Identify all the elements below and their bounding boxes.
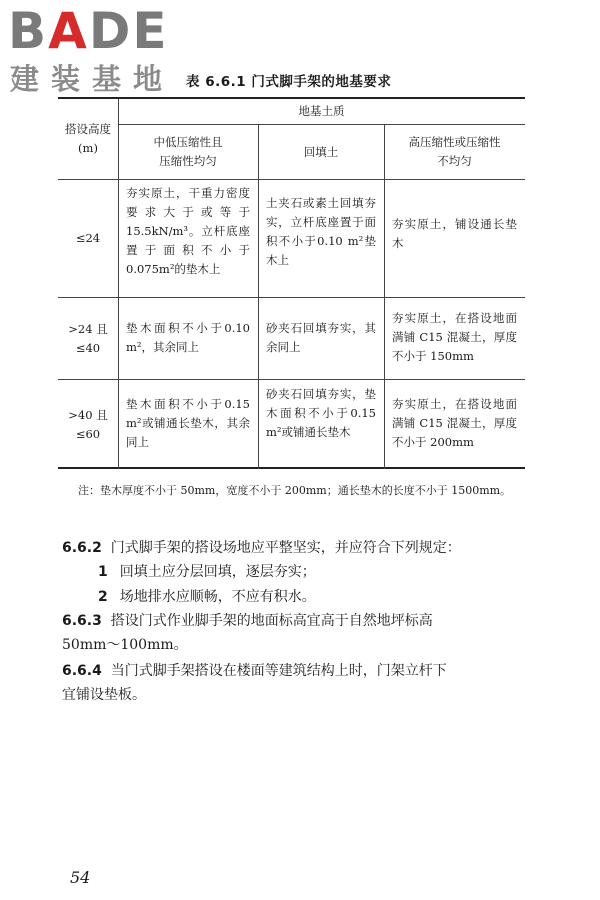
table-title: 表 6.6.1 门式脚手架的地基要求	[186, 74, 392, 90]
table-cell: 夯实原土，干重力密度要求大于或等于15.5kN/m³。立杆底座置于面积不小于0.075m²的垫木上	[126, 186, 250, 276]
list-item	[98, 560, 316, 584]
header-col-backfill: 回填土	[303, 144, 339, 159]
brand-logo	[8, 2, 183, 102]
logo-letters-de: DE	[88, 2, 169, 60]
header-height	[58, 99, 118, 179]
clause-text: 搭设门式作业脚手架的地面标高宜高于自然地坪标高	[110, 613, 433, 629]
header-col-text: 压缩性均匀	[159, 154, 217, 168]
table-row	[384, 380, 525, 469]
logo-letter-a: A	[48, 2, 89, 60]
header-col-text: 中低压缩性且	[153, 135, 223, 149]
item-number: 1	[98, 564, 108, 580]
table-row	[258, 380, 384, 469]
row-height	[58, 380, 118, 469]
list-item	[98, 585, 316, 609]
row-height-line: ≤40	[75, 340, 101, 355]
clause-number: 6.6.2	[62, 540, 102, 556]
page-number: 54	[70, 868, 91, 887]
header-col-text: 不均匀	[437, 154, 472, 168]
table-cell: 砂夹石回填夯实，垫木面积不小于0.15 m²或铺通长垫木	[266, 387, 376, 439]
row-height-line: ≤60	[75, 426, 101, 441]
row-height: ≤24	[75, 231, 101, 245]
table-cell: 土夹石或素土回填夯实，立杆底座置于面积不小于0.10 m²垫木上	[266, 196, 376, 267]
item-text: 场地排水应顺畅，不应有积水。	[119, 589, 316, 605]
table-cell: 夯实原土，铺设通长垫木	[392, 217, 517, 250]
row-height-line: >24 且	[68, 321, 108, 336]
header-soil: 地基土质	[298, 104, 345, 118]
table-cell: 夯实原土，在搭设地面满铺 C15 混凝土，厚度不小于 200mm	[392, 397, 517, 449]
header-height-label: 搭设高度	[65, 122, 111, 136]
table-row	[118, 380, 258, 469]
table-cell: 砂夹石回填夯实，其余同上	[266, 321, 376, 354]
row-height-line: >40 且	[68, 407, 108, 422]
clause-6-6-4-cont: 宜铺设垫板。	[62, 687, 146, 703]
table-row	[258, 298, 384, 379]
clause-6-6-3-cont: 50mm～100mm。	[62, 637, 188, 653]
clause-number: 6.6.4	[62, 663, 102, 679]
table-row	[384, 298, 525, 379]
clause-6-6-4	[62, 659, 447, 683]
table-cell: 垫木面积不小于0.10 m²，其余同上	[126, 321, 250, 354]
header-col-text: 高压缩性或压缩性	[408, 135, 501, 149]
table-row	[118, 298, 258, 379]
header-col-high-compress	[384, 125, 525, 179]
table-note: 注：垫木厚度不小于 50mm，宽度不小于 200mm；通长垫木的长度不小于 1500mm。	[78, 484, 512, 497]
clause-6-6-3	[62, 609, 433, 633]
clause-number: 6.6.3	[62, 613, 102, 629]
clause-text: 门式脚手架的搭设场地应平整坚实，并应符合下列规定：	[110, 540, 461, 556]
table-cell: 垫木面积不小于0.15 m²或铺通长垫木，其余同上	[126, 397, 250, 449]
item-text: 回填土应分层回填，逐层夯实；	[119, 564, 316, 580]
header-height-unit: (m)	[78, 141, 98, 155]
table-cell: 夯实原土，在搭设地面满铺 C15 混凝土，厚度不小于 150mm	[392, 311, 517, 363]
clause-6-6-2	[62, 536, 461, 560]
table-row	[384, 180, 525, 297]
foundation-table	[58, 97, 525, 469]
row-height	[58, 298, 118, 379]
table-row	[258, 180, 384, 297]
logo-chinese-name: 建装基地	[10, 62, 175, 96]
item-number: 2	[98, 589, 108, 605]
clause-text: 当门式脚手架搭设在楼面等建筑结构上时，门架立杆下	[110, 663, 447, 679]
logo-wordmark	[8, 2, 169, 60]
table-row	[118, 180, 258, 297]
header-col-low-compress	[118, 125, 258, 179]
logo-letter-b: B	[8, 2, 49, 60]
